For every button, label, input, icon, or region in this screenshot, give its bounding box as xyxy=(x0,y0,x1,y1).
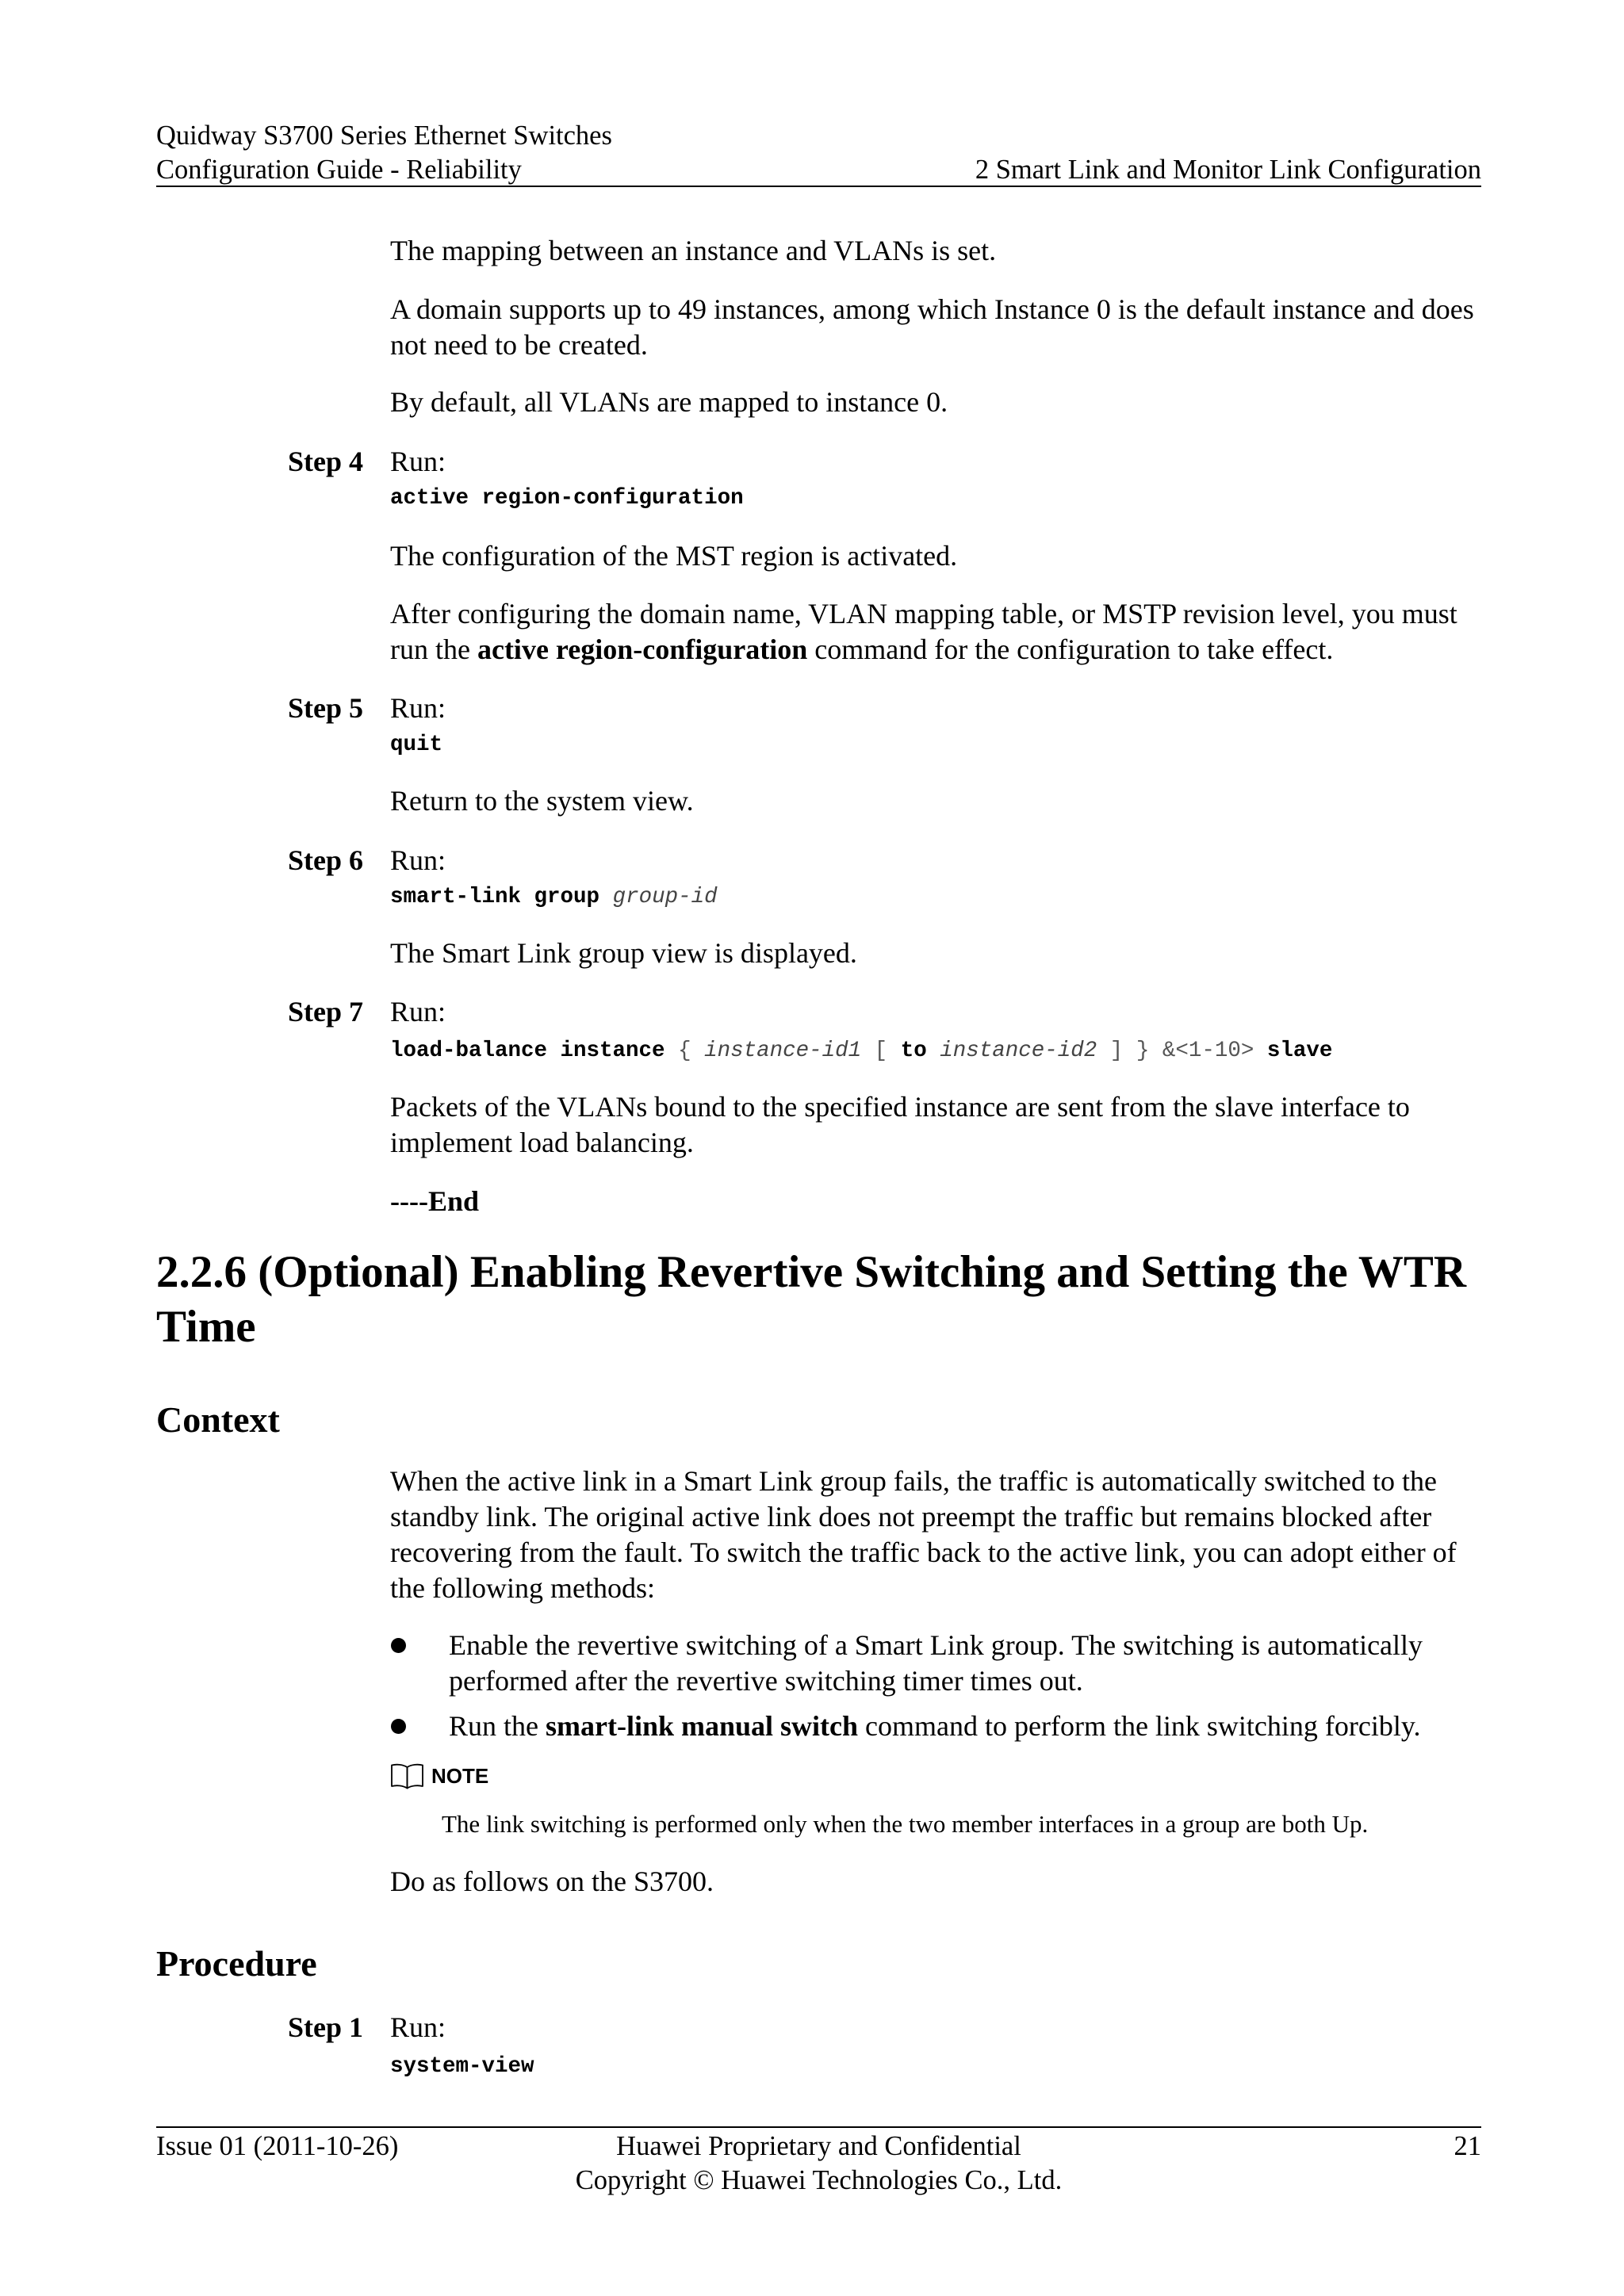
command-bracket: [ xyxy=(874,1039,888,1063)
header-product: Quidway S3700 Series Ethernet Switches xyxy=(156,121,612,151)
context-paragraph: When the active link in a Smart Link group fails, the traffic is automatically switched to the standby link. The original active link does not preempt the traffic but remains blocked after recovering from the fault. To switch the traffic back to the active link, you can adopt either of the following methods: xyxy=(390,1465,1457,1604)
list-item: Enable the revertive switching of a Smart Link group. The switching is automatically performed after the revertive switching timer times out. xyxy=(449,1629,1423,1697)
step-result: Return to the system view. xyxy=(390,785,694,817)
footer-copyright: Copyright © Huawei Technologies Co., Ltd. xyxy=(575,2165,1063,2195)
footer-issue: Issue 01 (2011-10-26) xyxy=(156,2131,399,2161)
header-chapter: 2 Smart Link and Monitor Link Configuration xyxy=(975,155,1481,185)
step-label: Step 1 xyxy=(288,2011,364,2043)
step-label: Step 6 xyxy=(288,844,364,876)
header-rule xyxy=(156,186,1481,187)
footer-rule xyxy=(156,2126,1481,2128)
context-closing: Do as follows on the S3700. xyxy=(390,1866,714,1897)
command-brace: { xyxy=(678,1039,691,1063)
book-icon xyxy=(390,1762,424,1789)
intro-paragraph: The mapping between an instance and VLANs is set. xyxy=(390,235,997,266)
step-result: The configuration of the MST region is activated. xyxy=(390,540,958,572)
command-keyword: load-balance instance xyxy=(390,1039,665,1063)
section-heading: 2.2.6 (Optional) Enabling Revertive Switching and Setting the WTR Time xyxy=(156,1247,1467,1352)
run-label: Run: xyxy=(390,996,446,1027)
list-item xyxy=(449,1709,1494,1744)
command-line xyxy=(390,729,442,761)
command-bracket: ] xyxy=(1109,1039,1124,1063)
step-result: The Smart Link group view is displayed. xyxy=(390,937,857,969)
step-result: Packets of the VLANs bound to the specified instance are sent from the slave interface to implement load balancing. xyxy=(390,1091,1410,1158)
command-brace: } xyxy=(1136,1039,1150,1063)
list-item-text: command to perform the link switching forcibly. xyxy=(858,1710,1421,1742)
step-label: Step 7 xyxy=(288,996,364,1027)
note-text: The link switching is performed only when the two member interfaces in a group are both Up. xyxy=(442,1810,1369,1838)
run-label: Run: xyxy=(390,844,446,876)
remark-text: After configuring the domain name, VLAN mapping table, or MSTP revision level, you must run the xyxy=(390,598,1457,665)
command-parameter: instance-id1 xyxy=(704,1039,862,1063)
header-guide: Configuration Guide - Reliability xyxy=(156,155,522,185)
command-line xyxy=(390,882,718,913)
step-remark xyxy=(390,596,1494,668)
end-marker: ----End xyxy=(390,1185,480,1217)
command-parameter: group-id xyxy=(612,885,718,909)
page-number: 21 xyxy=(1454,2131,1481,2161)
remark-command: active region-configuration xyxy=(477,633,808,665)
bullet-icon xyxy=(391,1638,406,1653)
command-keyword: to xyxy=(900,1039,927,1063)
step-label: Step 4 xyxy=(288,446,364,477)
bullet-icon xyxy=(391,1719,406,1734)
step-label: Step 5 xyxy=(288,692,364,724)
command-line xyxy=(390,1035,1332,1067)
command-repeat: &<1-10> xyxy=(1162,1039,1254,1063)
run-label: Run: xyxy=(390,2011,446,2043)
list-item-command: smart-link manual switch xyxy=(546,1710,859,1742)
remark-text: command for the configuration to take effect. xyxy=(807,633,1334,665)
command-line xyxy=(390,483,744,515)
run-label: Run: xyxy=(390,446,446,477)
command-keyword: quit xyxy=(390,733,443,757)
command-keyword: slave xyxy=(1266,1039,1333,1063)
note-label: NOTE xyxy=(431,1764,489,1788)
command-parameter: instance-id2 xyxy=(940,1039,1097,1063)
command-line xyxy=(390,2051,534,2083)
intro-paragraph: By default, all VLANs are mapped to instance 0. xyxy=(390,386,948,418)
command-keyword: smart-link group xyxy=(390,885,600,909)
footer-proprietary: Huawei Proprietary and Confidential xyxy=(616,2131,1021,2161)
command-keyword: active region-configuration xyxy=(390,486,744,511)
intro-paragraph: A domain supports up to 49 instances, among which Instance 0 is the default instance and does not need to be created. xyxy=(390,293,1474,361)
procedure-heading: Procedure xyxy=(156,1943,317,1984)
run-label: Run: xyxy=(390,692,446,724)
command-keyword: system-view xyxy=(390,2054,534,2079)
context-heading: Context xyxy=(156,1399,280,1440)
list-item-text: Run the xyxy=(449,1710,546,1742)
